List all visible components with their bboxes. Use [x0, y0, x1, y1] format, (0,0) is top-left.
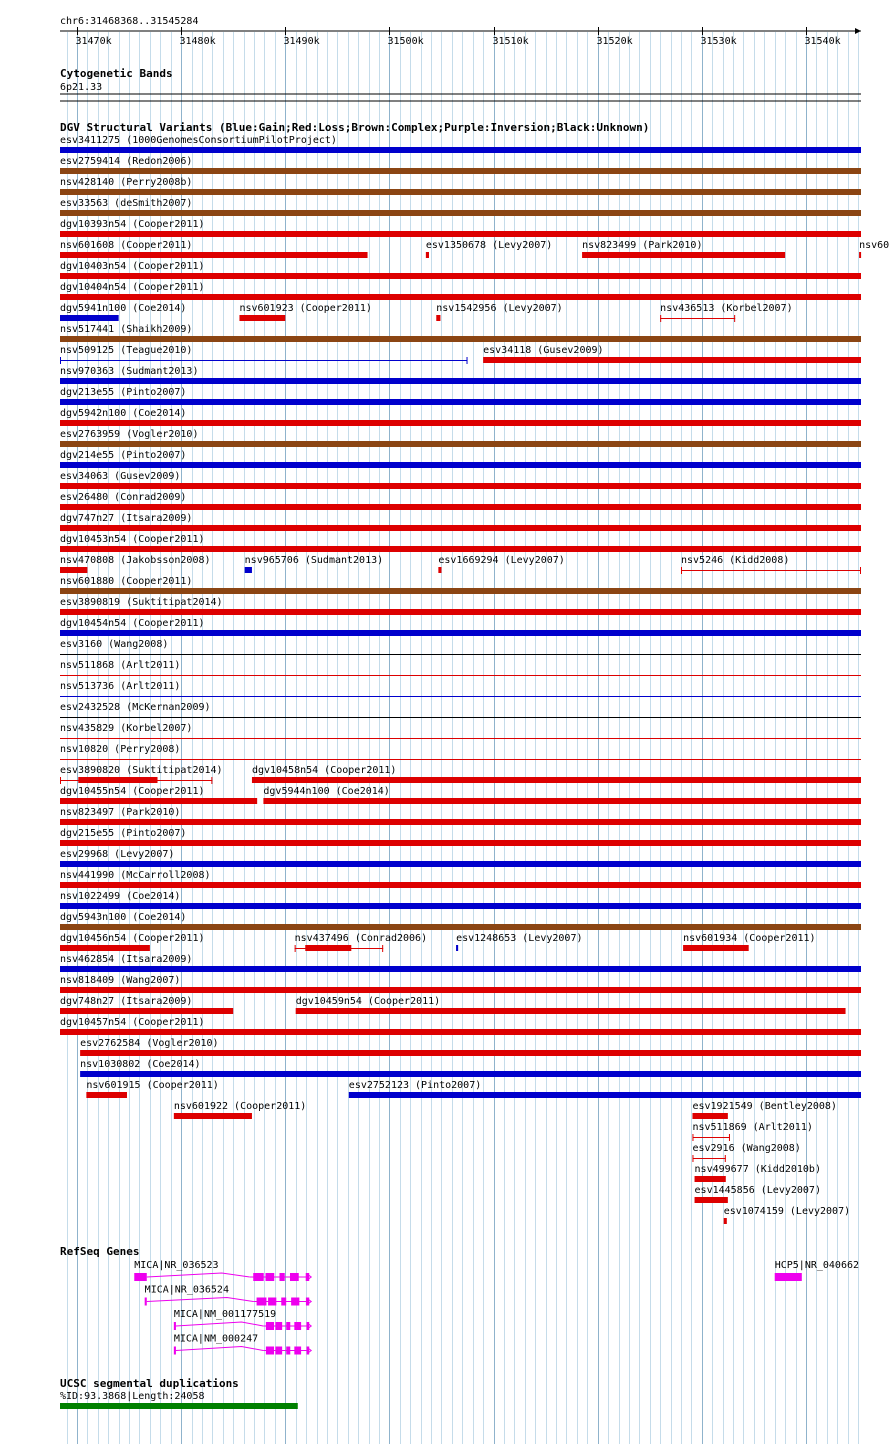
sv-label: dgv215e55 (Pinto2007)	[60, 828, 187, 839]
sv-label: esv29968 (Levy2007)	[60, 849, 175, 860]
ruler-tick-label: 31530k	[700, 36, 737, 47]
sv-feature[interactable]	[683, 933, 815, 951]
gene-exon	[266, 1322, 274, 1330]
sv-nsv601923-bar[interactable]	[239, 315, 285, 321]
sv-feature[interactable]	[295, 933, 427, 952]
sv-nsv5246-end-cap	[860, 567, 861, 574]
gene-exon	[294, 1347, 301, 1355]
sv-feature[interactable]	[60, 639, 861, 655]
sv-label: dgv10457n54 (Cooper2011)	[60, 1017, 205, 1028]
sv-esv2762584-bar[interactable]	[80, 1050, 861, 1056]
sv-feature[interactable]	[60, 429, 861, 447]
sv-feature[interactable]	[60, 786, 257, 804]
gene-exon	[279, 1273, 284, 1281]
sv-label: dgv747n27 (Itsara2009)	[60, 513, 193, 524]
sv-feature[interactable]	[60, 765, 223, 784]
sv-esv34118-bar[interactable]	[483, 357, 861, 363]
sv-feature[interactable]	[60, 702, 861, 718]
sv-label: nsv509125 (Teague2010)	[60, 345, 193, 356]
sv-feature[interactable]	[60, 891, 861, 909]
sv-label: nsv437496 (Conrad2006)	[294, 933, 428, 944]
segdup-bar[interactable]	[60, 1403, 298, 1409]
gene-intron	[147, 1273, 250, 1277]
sv-label: nsv823497 (Park2010)	[60, 807, 181, 818]
sv-feature[interactable]	[60, 177, 861, 195]
sv-label: nsv435829 (Korbel2007)	[60, 723, 193, 734]
segdup-title: UCSC segmental duplications	[60, 1377, 239, 1390]
gene-first-exon	[145, 1298, 147, 1306]
ruler-tick-label: 31520k	[596, 36, 633, 47]
sv-feature[interactable]	[60, 954, 861, 972]
sv-feature[interactable]	[692, 1122, 812, 1141]
sv-dgv5941n100-bar[interactable]	[60, 315, 119, 321]
sv-dgv748n27-bar[interactable]	[60, 1008, 233, 1014]
sv-dgv10393n54-bar[interactable]	[60, 231, 861, 237]
sv-nsv437496-start-cap	[295, 945, 296, 952]
sv-feature[interactable]	[438, 555, 564, 573]
sv-nsv436513-start-cap	[660, 315, 661, 322]
sv-feature[interactable]	[859, 240, 889, 258]
gene-label: MICA|NR_036523	[134, 1260, 219, 1271]
sv-nsv428140-bar[interactable]	[60, 189, 861, 195]
sv-feature[interactable]	[60, 261, 861, 279]
sv-dgv5943n100-bar[interactable]	[60, 924, 861, 930]
gene-exon	[268, 1298, 276, 1306]
refseq-title: RefSeq Genes	[60, 1245, 140, 1258]
dgv-title: DGV Structural Variants (Blue:Gain;Red:Loss;Brown:Complex;Purple:Inversion;Black:Unknown)	[60, 121, 650, 134]
sv-feature[interactable]	[724, 1206, 850, 1224]
cytoband-title: Cytogenetic Bands	[60, 67, 173, 80]
sv-nsv435829-bar[interactable]	[60, 738, 861, 739]
sv-feature[interactable]	[60, 870, 861, 888]
sv-nsv436513-bar[interactable]	[660, 318, 735, 319]
sv-nsv517441-bar[interactable]	[60, 336, 861, 342]
sv-feature[interactable]	[60, 849, 861, 867]
gene-exon	[294, 1322, 301, 1330]
sv-label: esv3890819 (Suktitipat2014)	[60, 597, 223, 608]
sv-label: dgv10393n54 (Cooper2011)	[60, 219, 205, 230]
sv-esv33563-bar[interactable]	[60, 210, 861, 216]
sv-feature[interactable]	[60, 471, 861, 489]
sv-label: esv1248653 (Levy2007)	[456, 933, 583, 944]
sv-feature[interactable]	[681, 555, 861, 574]
sv-feature[interactable]	[60, 366, 861, 384]
sv-esv2916-start-cap	[692, 1155, 693, 1162]
sv-dgv5942n100-bar[interactable]	[60, 420, 861, 426]
sv-label: esv2916 (Wang2008)	[692, 1143, 801, 1154]
sv-feature[interactable]	[60, 912, 861, 930]
sv-label: nsv1022499 (Coe2014)	[60, 891, 181, 902]
sv-nsv462854-bar[interactable]	[60, 966, 861, 972]
sv-esv2752123-bar[interactable]	[349, 1092, 861, 1098]
sv-feature[interactable]	[60, 345, 468, 364]
sv-label: dgv10453n54 (Cooper2011)	[60, 534, 205, 545]
sv-feature[interactable]	[660, 303, 792, 322]
gene-intron	[147, 1298, 254, 1302]
sv-label: dgv213e55 (Pinto2007)	[60, 387, 187, 398]
sv-esv2916-bar[interactable]	[692, 1158, 725, 1159]
gene-intron	[176, 1347, 263, 1351]
sv-dgv10403n54-bar[interactable]	[60, 273, 861, 279]
sv-label: dgv748n27 (Itsara2009)	[60, 996, 193, 1007]
sv-feature[interactable]	[60, 534, 861, 552]
sv-nsv1022499-bar[interactable]	[60, 903, 861, 909]
sv-esv34063-bar[interactable]	[60, 483, 861, 489]
gene-label: MICA|NR_036524	[144, 1284, 229, 1296]
sv-label: nsv965706 (Sudmant2013)	[244, 555, 384, 566]
sv-label: esv2752123 (Pinto2007)	[348, 1080, 482, 1091]
sv-feature[interactable]	[60, 513, 861, 531]
sv-feature[interactable]	[174, 1101, 306, 1119]
sv-label: esv1669294 (Levy2007)	[438, 555, 565, 566]
sv-feature[interactable]	[456, 933, 582, 951]
sv-feature[interactable]	[695, 1164, 821, 1182]
sv-esv1074159-bar[interactable]	[724, 1218, 727, 1224]
sv-label: dgv10458n54 (Cooper2011)	[251, 765, 397, 776]
segdup-label: %ID:93.3868|Length:24058	[60, 1391, 205, 1402]
sv-label: dgv10404n54 (Cooper2011)	[60, 282, 205, 293]
sv-dgv215e55-bar[interactable]	[60, 840, 861, 846]
sv-esv2763959-bar[interactable]	[60, 441, 861, 447]
sv-nsv436513-end-cap	[734, 315, 735, 322]
sv-label: nsv818409 (Wang2007)	[60, 975, 181, 986]
sv-nsv437496-core	[305, 945, 351, 951]
segdup-track	[60, 1377, 298, 1409]
sv-label: nsv601880 (Cooper2011)	[60, 576, 193, 587]
sv-label: nsv5246 (Kidd2008)	[681, 555, 790, 566]
sv-nsv5246-bar[interactable]	[681, 570, 861, 571]
gene-exon	[275, 1347, 282, 1355]
sv-nsv60-bar[interactable]	[859, 252, 861, 258]
refseq-genes	[134, 1260, 859, 1355]
sv-dgv10459n54-bar[interactable]	[296, 1008, 846, 1014]
sv-esv2916-end-cap	[725, 1155, 726, 1162]
sv-feature[interactable]	[60, 135, 861, 153]
gene-first-exon	[134, 1273, 146, 1281]
gene-label: MICA|NM_001177519	[173, 1309, 277, 1320]
sv-label: esv2759414 (Redon2006)	[60, 156, 193, 167]
sv-feature[interactable]	[60, 408, 861, 426]
sv-nsv601880-bar[interactable]	[60, 588, 861, 594]
sv-feature[interactable]	[60, 723, 861, 739]
sv-feature[interactable]	[60, 933, 205, 951]
sv-label: nsv511868 (Arlt2011)	[60, 660, 181, 671]
sv-dgv10404n54-bar[interactable]	[60, 294, 861, 300]
gene-exon	[253, 1273, 263, 1281]
cytoband-name: 6p21.33	[60, 82, 103, 93]
sv-feature[interactable]	[60, 681, 861, 697]
refseq-track	[60, 1245, 859, 1355]
sv-label: dgv5942n100 (Coe2014)	[60, 408, 187, 419]
sv-feature[interactable]	[263, 786, 861, 804]
sv-label: nsv601608 (Cooper2011)	[60, 240, 193, 251]
sv-dgv747n27-bar[interactable]	[60, 525, 861, 531]
sv-esv1669294-bar[interactable]	[438, 567, 441, 573]
sv-feature[interactable]	[60, 1017, 861, 1035]
sv-label: nsv428140 (Perry2008b)	[60, 177, 193, 188]
cytoband-track	[60, 67, 861, 101]
sv-feature[interactable]	[60, 450, 861, 468]
sv-label: nsv601923 (Cooper2011)	[239, 303, 372, 314]
sv-nsv823499-bar[interactable]	[582, 252, 785, 258]
sv-label: nsv601934 (Cooper2011)	[683, 933, 816, 944]
sv-label: dgv10454n54 (Cooper2011)	[60, 618, 205, 629]
sv-nsv970363-bar[interactable]	[60, 378, 861, 384]
sv-label: dgv214e55 (Pinto2007)	[60, 450, 187, 461]
sv-label: nsv60	[859, 240, 890, 251]
refseq-gene[interactable]	[174, 1309, 311, 1330]
sv-label: esv26480 (Conrad2009)	[60, 492, 187, 503]
sv-label: esv3160 (Wang2008)	[60, 639, 169, 650]
sv-feature[interactable]	[695, 1185, 821, 1203]
sv-nsv823497-bar[interactable]	[60, 819, 861, 825]
sv-dgv10456n54-bar[interactable]	[60, 945, 150, 951]
sv-feature[interactable]	[60, 303, 186, 321]
sv-esv3890820-start-cap	[60, 777, 61, 784]
sv-dgv10453n54-bar[interactable]	[60, 546, 861, 552]
refseq-gene[interactable]	[174, 1334, 311, 1355]
sv-label: nsv970363 (Sudmant2013)	[60, 366, 199, 377]
sv-feature[interactable]	[60, 240, 368, 258]
sv-feature[interactable]	[60, 387, 861, 405]
sv-label: nsv513736 (Arlt2011)	[60, 681, 181, 692]
gene-exon	[281, 1298, 286, 1306]
gene-intron	[176, 1322, 263, 1326]
sv-label: esv1350678 (Levy2007)	[425, 240, 553, 251]
sv-dgv10458n54-bar[interactable]	[252, 777, 861, 783]
ruler-tick-label: 31470k	[75, 36, 112, 47]
ruler-ticks	[76, 27, 841, 47]
sv-label: nsv517441 (Shaikh2009)	[60, 324, 193, 335]
gene-exon	[257, 1298, 267, 1306]
sv-label: esv2762584 (Vogler2010)	[80, 1038, 219, 1049]
sv-esv3890819-bar[interactable]	[60, 609, 861, 615]
sv-nsv509125-end-cap	[467, 357, 468, 364]
sv-nsv437496-end-cap	[382, 945, 383, 952]
sv-nsv1030802-bar[interactable]	[80, 1071, 861, 1077]
sv-feature[interactable]	[60, 324, 861, 342]
sv-nsv601934-bar[interactable]	[683, 945, 749, 951]
sv-label: nsv511869 (Arlt2011)	[692, 1122, 813, 1133]
gene-exon	[775, 1273, 802, 1281]
sv-feature[interactable]	[60, 555, 211, 573]
sv-feature[interactable]	[296, 996, 846, 1014]
sv-nsv1542956-bar[interactable]	[436, 315, 440, 321]
ruler-tick-label: 31500k	[387, 36, 424, 47]
sv-esv2432528-bar[interactable]	[60, 717, 861, 718]
sv-dgv213e55-bar[interactable]	[60, 399, 861, 405]
sv-feature[interactable]	[60, 618, 861, 636]
sv-dgv214e55-bar[interactable]	[60, 462, 861, 468]
sv-label: nsv823499 (Park2010)	[582, 240, 703, 251]
sv-nsv513736-bar[interactable]	[60, 696, 861, 697]
sv-esv1445856-bar[interactable]	[695, 1197, 728, 1203]
gene-exon	[291, 1298, 299, 1306]
gene-exon	[266, 1347, 274, 1355]
refseq-gene[interactable]	[145, 1285, 312, 1306]
sv-label: nsv10820 (Perry2008)	[60, 744, 181, 755]
sv-feature[interactable]	[239, 303, 371, 321]
sv-label: nsv601922 (Cooper2011)	[173, 1101, 307, 1112]
sv-label: dgv5941n100 (Coe2014)	[60, 303, 187, 314]
region-label: chr6:31468368..31545284	[60, 16, 199, 27]
sv-esv2759414-bar[interactable]	[60, 168, 861, 174]
gene-label: HCP5|NR_040662	[774, 1260, 860, 1271]
sv-nsv965706-bar[interactable]	[245, 567, 252, 573]
sv-esv1350678-bar[interactable]	[426, 252, 429, 258]
sv-label: esv1921549 (Bentley2008)	[692, 1101, 837, 1112]
sv-nsv601915-bar[interactable]	[86, 1092, 127, 1098]
sv-feature[interactable]	[60, 660, 861, 676]
sv-esv3411275-bar[interactable]	[60, 147, 861, 153]
gene-label: MICA|NM_000247	[173, 1333, 259, 1345]
sv-esv3890820-core	[78, 777, 157, 783]
sv-label: esv34118 (Gusev2009)	[483, 345, 604, 356]
sv-label: dgv10456n54 (Cooper2011)	[60, 933, 205, 944]
sv-nsv601608-bar[interactable]	[60, 252, 368, 258]
sv-feature[interactable]	[60, 828, 861, 846]
sv-label: esv3890820 (Suktitipat2014)	[60, 765, 223, 776]
sv-label: nsv462854 (Itsara2009)	[60, 954, 193, 965]
sv-nsv511869-start-cap	[692, 1134, 693, 1141]
sv-feature[interactable]	[60, 744, 861, 760]
sv-label: esv1445856 (Levy2007)	[694, 1185, 821, 1196]
sv-feature[interactable]	[60, 219, 861, 237]
sv-nsv601922-bar[interactable]	[174, 1113, 252, 1119]
sv-feature[interactable]	[60, 975, 861, 993]
sv-label: esv1074159 (Levy2007)	[723, 1206, 851, 1217]
sv-feature[interactable]	[60, 807, 861, 825]
sv-feature[interactable]	[60, 156, 861, 174]
sv-label: esv34063 (Gusev2009)	[60, 471, 181, 482]
sv-label: nsv1542956 (Levy2007)	[436, 303, 563, 314]
sv-label: esv2432528 (McKernan2009)	[60, 702, 211, 713]
ruler-tick-label: 31480k	[179, 36, 216, 47]
sv-esv1921549-bar[interactable]	[692, 1113, 727, 1119]
gene-first-exon	[174, 1347, 176, 1355]
sv-feature[interactable]	[483, 345, 861, 363]
sv-nsv511869-bar[interactable]	[692, 1137, 729, 1138]
sv-label: esv2763959 (Vogler2010)	[60, 429, 199, 440]
gene-exon	[290, 1273, 299, 1281]
sv-label: dgv10403n54 (Cooper2011)	[60, 261, 205, 272]
sv-feature[interactable]	[426, 240, 552, 258]
sv-dgv10455n54-bar[interactable]	[60, 798, 257, 804]
sv-label: dgv10459n54 (Cooper2011)	[295, 996, 441, 1007]
ruler-tick-label: 31490k	[283, 36, 320, 47]
sv-label: dgv5944n100 (Coe2014)	[263, 786, 390, 797]
sv-feature[interactable]	[436, 303, 562, 321]
sv-esv3160-bar[interactable]	[60, 654, 861, 655]
sv-nsv509125-start-cap	[60, 357, 61, 364]
sv-dgv10454n54-bar[interactable]	[60, 630, 861, 636]
sv-dgv5944n100-bar[interactable]	[263, 798, 861, 804]
sv-nsv499677-bar[interactable]	[695, 1176, 726, 1182]
sv-label: nsv601915 (Cooper2011)	[86, 1080, 219, 1091]
sv-nsv441990-bar[interactable]	[60, 882, 861, 888]
sv-nsv5246-start-cap	[681, 567, 682, 574]
sv-label: dgv5943n100 (Coe2014)	[60, 912, 187, 923]
gene-exon	[265, 1273, 274, 1281]
sv-label: nsv1030802 (Coe2014)	[80, 1059, 201, 1070]
sv-feature[interactable]	[60, 282, 861, 300]
sv-nsv10820-bar[interactable]	[60, 759, 861, 760]
sv-label: dgv10455n54 (Cooper2011)	[60, 786, 205, 797]
sv-label: nsv441990 (McCarroll2008)	[60, 870, 211, 881]
sv-feature[interactable]	[60, 597, 861, 615]
sv-label: nsv499677 (Kidd2010b)	[694, 1164, 821, 1175]
sv-dgv10457n54-bar[interactable]	[60, 1029, 861, 1035]
sv-feature[interactable]	[60, 576, 861, 594]
gene-exon	[275, 1322, 282, 1330]
sv-feature[interactable]	[692, 1143, 800, 1162]
sv-label: esv3411275 (1000GenomesConsortiumPilotProject)	[60, 135, 337, 146]
sv-feature[interactable]	[86, 1080, 218, 1098]
sv-nsv511868-bar[interactable]	[60, 675, 861, 676]
sv-nsv511869-end-cap	[729, 1134, 730, 1141]
sv-esv29968-bar[interactable]	[60, 861, 861, 867]
sv-esv3890820-end-cap	[211, 777, 212, 784]
sv-nsv509125-bar[interactable]	[60, 360, 468, 361]
gene-first-exon	[174, 1322, 176, 1330]
sv-feature[interactable]	[245, 555, 383, 573]
ruler-tick-label: 31540k	[804, 36, 841, 47]
sv-esv26480-bar[interactable]	[60, 504, 861, 510]
sv-nsv470808-bar[interactable]	[60, 567, 87, 573]
sv-feature[interactable]	[60, 492, 861, 510]
ruler-tick-label: 31510k	[492, 36, 529, 47]
sv-label: esv33563 (deSmith2007)	[60, 198, 193, 209]
sv-esv1248653-bar[interactable]	[456, 945, 458, 951]
sv-feature[interactable]	[60, 996, 233, 1014]
sv-label: nsv436513 (Korbel2007)	[660, 303, 793, 314]
sv-nsv818409-bar[interactable]	[60, 987, 861, 993]
gene-exon	[286, 1322, 290, 1330]
sv-feature[interactable]	[349, 1080, 861, 1098]
sv-label: nsv470808 (Jakobsson2008)	[60, 555, 211, 566]
sv-feature[interactable]	[60, 198, 861, 216]
gene-exon	[286, 1347, 290, 1355]
ruler-track	[60, 16, 861, 47]
